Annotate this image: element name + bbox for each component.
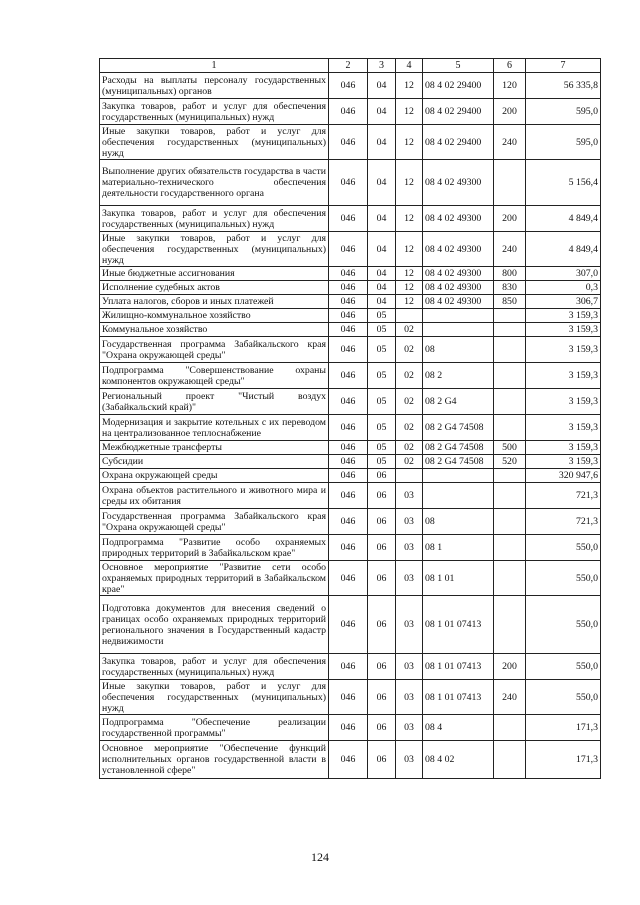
- col-section: 04: [368, 73, 396, 99]
- table-row: [100, 535, 601, 561]
- col-section: 04: [368, 281, 396, 295]
- col-amount: 595,0: [526, 99, 601, 125]
- col-target-article: 08 2 G4 74508: [423, 455, 494, 469]
- col-target-article: 08 1 01 07413: [423, 680, 494, 715]
- col-expense-type: 200: [494, 99, 526, 125]
- col-ministry: 046: [329, 469, 368, 483]
- col-subsection: 12: [396, 206, 423, 232]
- column-header-1: 1: [100, 59, 329, 73]
- col-section: 06: [368, 483, 396, 509]
- col-subsection: 03: [396, 483, 423, 509]
- table-row: [100, 160, 601, 206]
- col-section: 06: [368, 715, 396, 741]
- col-amount: 3 159,3: [526, 415, 601, 441]
- col-expense-type: [494, 715, 526, 741]
- table-row: [100, 295, 601, 309]
- col-target-article: 08 4 02: [423, 741, 494, 779]
- col-subsection: 12: [396, 99, 423, 125]
- row-name: Региональный проект "Чистый воздух (Забайкальский край)": [100, 389, 329, 415]
- col-amount: 550,0: [526, 535, 601, 561]
- col-subsection: 12: [396, 232, 423, 267]
- col-ministry: 046: [329, 363, 368, 389]
- col-target-article: 08 1: [423, 535, 494, 561]
- row-name: Расходы на выплаты персоналу государственных (муниципальных) органов: [100, 73, 329, 99]
- row-name: Жилищно-коммунальное хозяйство: [100, 309, 329, 323]
- row-name: Модернизация и закрытие котельных с их переводом на централизованное теплоснабжение: [100, 415, 329, 441]
- col-amount: 3 159,3: [526, 323, 601, 337]
- row-name: Субсидии: [100, 455, 329, 469]
- table-row: [100, 469, 601, 483]
- col-subsection: 03: [396, 715, 423, 741]
- col-section: 05: [368, 363, 396, 389]
- col-section: 04: [368, 232, 396, 267]
- col-ministry: 046: [329, 654, 368, 680]
- col-ministry: 046: [329, 337, 368, 363]
- col-subsection: 03: [396, 680, 423, 715]
- col-subsection: 12: [396, 295, 423, 309]
- col-section: 04: [368, 206, 396, 232]
- table-row: [100, 363, 601, 389]
- col-ministry: 046: [329, 323, 368, 337]
- col-expense-type: [494, 741, 526, 779]
- col-ministry: 046: [329, 535, 368, 561]
- col-expense-type: [494, 363, 526, 389]
- table-row: [100, 596, 601, 654]
- col-expense-type: 240: [494, 125, 526, 160]
- col-amount: 5 156,4: [526, 160, 601, 206]
- row-name: Охрана объектов растительного и животного мира и среды их обитания: [100, 483, 329, 509]
- table-row: [100, 509, 601, 535]
- col-subsection: [396, 469, 423, 483]
- col-section: 05: [368, 309, 396, 323]
- col-expense-type: [494, 535, 526, 561]
- col-expense-type: [494, 483, 526, 509]
- col-section: 06: [368, 469, 396, 483]
- col-expense-type: 520: [494, 455, 526, 469]
- table-row: [100, 741, 601, 779]
- row-name: Основное мероприятие "Развитие сети особо охраняемых природных территорий в Забайкальском крае": [100, 561, 329, 596]
- table-row: [100, 654, 601, 680]
- col-subsection: 02: [396, 363, 423, 389]
- col-amount: 550,0: [526, 561, 601, 596]
- col-target-article: 08 1 01 07413: [423, 596, 494, 654]
- col-subsection: 12: [396, 267, 423, 281]
- table-row: [100, 680, 601, 715]
- table-row: [100, 415, 601, 441]
- col-subsection: 03: [396, 509, 423, 535]
- col-target-article: 08 4 02 49300: [423, 267, 494, 281]
- column-header-4: 4: [396, 59, 423, 73]
- col-amount: 56 335,8: [526, 73, 601, 99]
- row-name: Государственная программа Забайкальского края "Охрана окружающей среды": [100, 509, 329, 535]
- col-amount: 721,3: [526, 483, 601, 509]
- col-section: 04: [368, 99, 396, 125]
- col-target-article: 08 4 02 49300: [423, 232, 494, 267]
- budget-table: [99, 58, 601, 779]
- col-expense-type: 500: [494, 441, 526, 455]
- col-amount: 3 159,3: [526, 455, 601, 469]
- table-row: [100, 483, 601, 509]
- col-expense-type: [494, 389, 526, 415]
- col-section: 06: [368, 654, 396, 680]
- col-expense-type: [494, 561, 526, 596]
- col-section: 04: [368, 160, 396, 206]
- col-section: 05: [368, 389, 396, 415]
- table-row: [100, 232, 601, 267]
- col-amount: 3 159,3: [526, 337, 601, 363]
- col-amount: 0,3: [526, 281, 601, 295]
- col-subsection: 02: [396, 337, 423, 363]
- column-header-7: 7: [526, 59, 601, 73]
- col-ministry: 046: [329, 295, 368, 309]
- col-target-article: 08 2 G4 74508: [423, 441, 494, 455]
- col-amount: 721,3: [526, 509, 601, 535]
- col-ministry: 046: [329, 267, 368, 281]
- col-subsection: 02: [396, 415, 423, 441]
- col-amount: 171,3: [526, 741, 601, 779]
- col-target-article: [423, 469, 494, 483]
- col-target-article: 08 1 01 07413: [423, 654, 494, 680]
- col-ministry: 046: [329, 509, 368, 535]
- col-subsection: 12: [396, 73, 423, 99]
- table-row: [100, 206, 601, 232]
- col-expense-type: 240: [494, 232, 526, 267]
- col-ministry: 046: [329, 415, 368, 441]
- col-ministry: 046: [329, 206, 368, 232]
- table-row: [100, 715, 601, 741]
- col-amount: 306,7: [526, 295, 601, 309]
- col-ministry: 046: [329, 596, 368, 654]
- col-section: 06: [368, 741, 396, 779]
- col-ministry: 046: [329, 73, 368, 99]
- table-row: [100, 73, 601, 99]
- col-amount: 3 159,3: [526, 389, 601, 415]
- table-row: [100, 309, 601, 323]
- col-ministry: 046: [329, 99, 368, 125]
- col-target-article: 08 4 02 29400: [423, 73, 494, 99]
- col-subsection: 03: [396, 654, 423, 680]
- col-expense-type: 850: [494, 295, 526, 309]
- col-expense-type: 200: [494, 654, 526, 680]
- col-target-article: 08 4 02 49300: [423, 206, 494, 232]
- col-amount: 4 849,4: [526, 232, 601, 267]
- col-section: 04: [368, 295, 396, 309]
- row-name: Исполнение судебных актов: [100, 281, 329, 295]
- col-section: 05: [368, 441, 396, 455]
- row-name: Коммунальное хозяйство: [100, 323, 329, 337]
- column-header-5: 5: [423, 59, 494, 73]
- col-ministry: 046: [329, 125, 368, 160]
- table-row: [100, 337, 601, 363]
- row-name: Подготовка документов для внесения сведений о границах особо охраняемых природных территорий регионального значения в Государственный кадастр недвижимости: [100, 596, 329, 654]
- col-expense-type: [494, 509, 526, 535]
- col-subsection: 02: [396, 389, 423, 415]
- col-amount: 550,0: [526, 596, 601, 654]
- col-amount: 3 159,3: [526, 441, 601, 455]
- col-ministry: 046: [329, 232, 368, 267]
- row-name: Охрана окружающей среды: [100, 469, 329, 483]
- col-section: 06: [368, 561, 396, 596]
- col-target-article: 08 4 02 29400: [423, 99, 494, 125]
- col-section: 05: [368, 415, 396, 441]
- col-target-article: 08 1 01: [423, 561, 494, 596]
- col-amount: 3 159,3: [526, 363, 601, 389]
- col-ministry: 046: [329, 389, 368, 415]
- col-section: 04: [368, 125, 396, 160]
- col-subsection: 12: [396, 160, 423, 206]
- col-expense-type: 240: [494, 680, 526, 715]
- col-ministry: 046: [329, 160, 368, 206]
- row-name: Подпрограмма "Совершенствование охраны компонентов окружающей среды": [100, 363, 329, 389]
- col-target-article: 08 4: [423, 715, 494, 741]
- col-ministry: 046: [329, 441, 368, 455]
- col-section: 06: [368, 680, 396, 715]
- page-number: 124: [311, 850, 329, 864]
- col-target-article: [423, 323, 494, 337]
- col-expense-type: [494, 469, 526, 483]
- col-amount: 550,0: [526, 680, 601, 715]
- col-target-article: 08 4 02 29400: [423, 125, 494, 160]
- col-subsection: 03: [396, 561, 423, 596]
- col-target-article: 08 2: [423, 363, 494, 389]
- table-row: [100, 389, 601, 415]
- column-header-3: 3: [368, 59, 396, 73]
- col-ministry: 046: [329, 455, 368, 469]
- table-row: [100, 281, 601, 295]
- column-header-2: 2: [329, 59, 368, 73]
- table-row: [100, 561, 601, 596]
- col-ministry: 046: [329, 483, 368, 509]
- table-body: [100, 73, 601, 779]
- row-name: Государственная программа Забайкальского края "Охрана окружающей среды": [100, 337, 329, 363]
- col-ministry: 046: [329, 715, 368, 741]
- col-section: 05: [368, 337, 396, 363]
- row-name: Иные закупки товаров, работ и услуг для обеспечения государственных (муниципальных) нужд: [100, 125, 329, 160]
- col-expense-type: 120: [494, 73, 526, 99]
- col-expense-type: [494, 309, 526, 323]
- row-name: Подпрограмма "Обеспечение реализации государственной программы": [100, 715, 329, 741]
- col-section: 06: [368, 509, 396, 535]
- row-name: Подпрограмма "Развитие особо охраняемых природных территорий в Забайкальском крае": [100, 535, 329, 561]
- col-target-article: 08 4 02 49300: [423, 295, 494, 309]
- col-target-article: 08 4 02 49300: [423, 160, 494, 206]
- col-subsection: 03: [396, 535, 423, 561]
- col-ministry: 046: [329, 680, 368, 715]
- col-subsection: [396, 309, 423, 323]
- row-name: Закупка товаров, работ и услуг для обеспечения государственных (муниципальных) нужд: [100, 206, 329, 232]
- table-header-row: [100, 59, 601, 73]
- row-name: Основное мероприятие "Обеспечение функций исполнительных органов государственной власти в установленной сфере": [100, 741, 329, 779]
- col-ministry: 046: [329, 309, 368, 323]
- col-expense-type: [494, 415, 526, 441]
- col-expense-type: [494, 323, 526, 337]
- col-target-article: [423, 483, 494, 509]
- col-amount: 4 849,4: [526, 206, 601, 232]
- row-name: Уплата налогов, сборов и иных платежей: [100, 295, 329, 309]
- col-target-article: 08 4 02 49300: [423, 281, 494, 295]
- col-target-article: 08 2 G4 74508: [423, 415, 494, 441]
- col-ministry: 046: [329, 741, 368, 779]
- col-amount: 320 947,6: [526, 469, 601, 483]
- col-subsection: 02: [396, 455, 423, 469]
- table-row: [100, 267, 601, 281]
- col-subsection: 12: [396, 281, 423, 295]
- col-subsection: 12: [396, 125, 423, 160]
- col-target-article: [423, 309, 494, 323]
- col-target-article: 08: [423, 509, 494, 535]
- col-expense-type: [494, 160, 526, 206]
- col-subsection: 02: [396, 441, 423, 455]
- col-subsection: 03: [396, 596, 423, 654]
- row-name: Иные бюджетные ассигнования: [100, 267, 329, 281]
- col-section: 04: [368, 267, 396, 281]
- col-target-article: 08: [423, 337, 494, 363]
- row-name: Выполнение других обязательств государства в части материально-технического обеспечения деятельности государственного органа: [100, 160, 329, 206]
- col-expense-type: 200: [494, 206, 526, 232]
- table-row: [100, 125, 601, 160]
- col-subsection: 03: [396, 741, 423, 779]
- row-name: Иные закупки товаров, работ и услуг для обеспечения государственных (муниципальных) нужд: [100, 680, 329, 715]
- row-name: Межбюджетные трансферты: [100, 441, 329, 455]
- col-amount: 3 159,3: [526, 309, 601, 323]
- table-row: [100, 455, 601, 469]
- row-name: Закупка товаров, работ и услуг для обеспечения государственных (муниципальных) нужд: [100, 99, 329, 125]
- col-ministry: 046: [329, 281, 368, 295]
- row-name: Иные закупки товаров, работ и услуг для обеспечения государственных (муниципальных) нужд: [100, 232, 329, 267]
- col-expense-type: 830: [494, 281, 526, 295]
- col-section: 06: [368, 596, 396, 654]
- col-ministry: 046: [329, 561, 368, 596]
- col-subsection: 02: [396, 323, 423, 337]
- table-row: [100, 323, 601, 337]
- column-header-6: 6: [494, 59, 526, 73]
- col-expense-type: 800: [494, 267, 526, 281]
- col-expense-type: [494, 337, 526, 363]
- col-amount: 550,0: [526, 654, 601, 680]
- col-section: 05: [368, 323, 396, 337]
- table-row: [100, 99, 601, 125]
- col-expense-type: [494, 596, 526, 654]
- col-target-article: 08 2 G4: [423, 389, 494, 415]
- col-section: 05: [368, 455, 396, 469]
- row-name: Закупка товаров, работ и услуг для обеспечения государственных (муниципальных) нужд: [100, 654, 329, 680]
- col-amount: 307,0: [526, 267, 601, 281]
- col-amount: 171,3: [526, 715, 601, 741]
- col-amount: 595,0: [526, 125, 601, 160]
- table-row: [100, 441, 601, 455]
- col-section: 06: [368, 535, 396, 561]
